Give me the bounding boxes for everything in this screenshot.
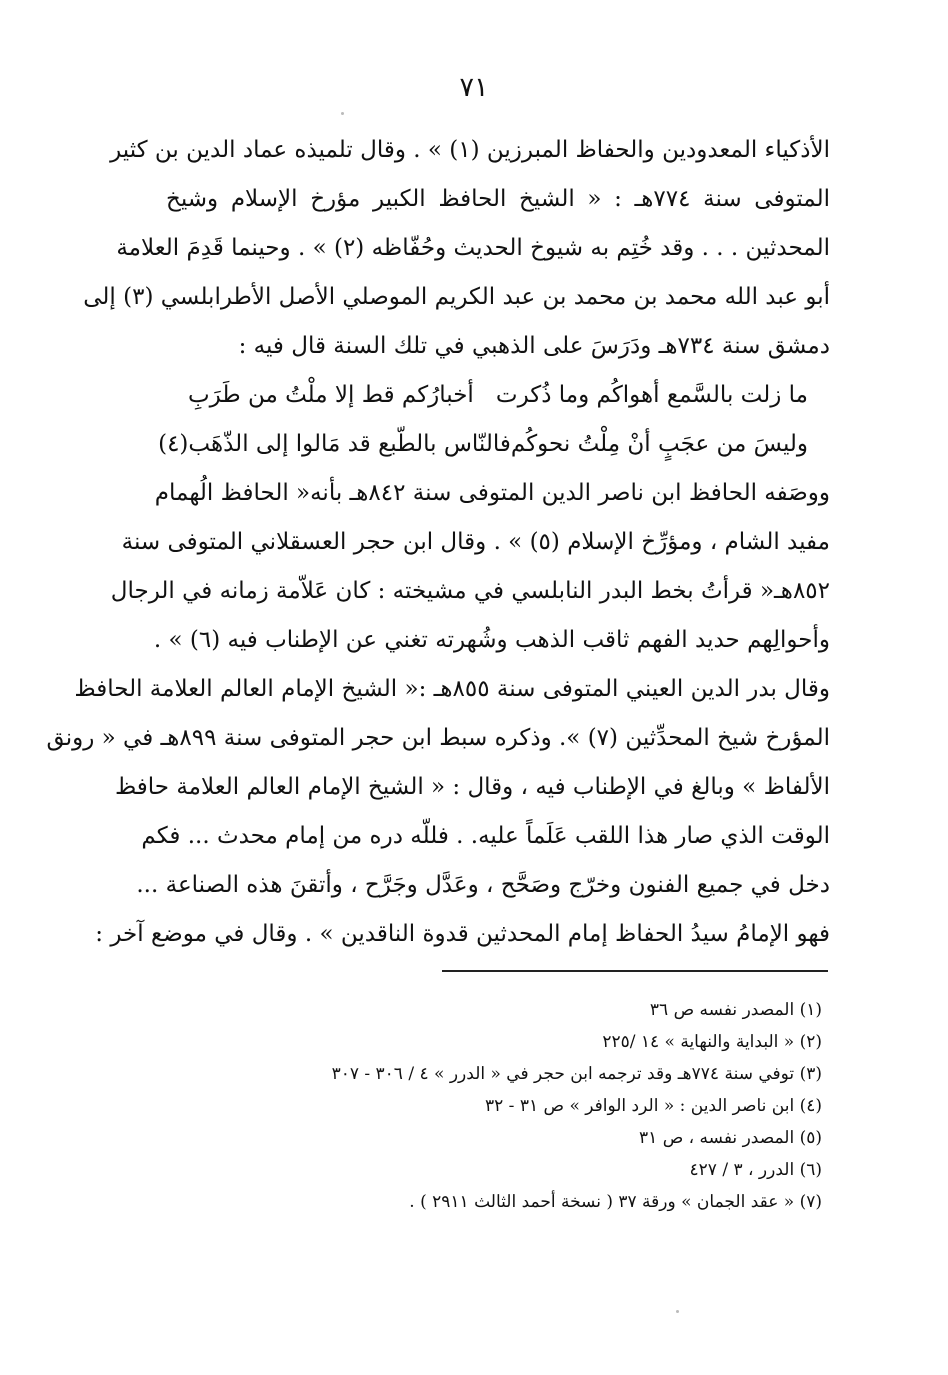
text-line: مفيد الشام ، ومؤرِّخ الإسلام (٥) » . وقال ابن حجر العسقلاني المتوفى سنة xyxy=(121,529,830,555)
footnote-item: (٣) توفي سنة ٧٧٤هـ وقد ترجمه ابن حجر في « الدرر » ٤ / ٣٠٦ - ٣٠٧ xyxy=(331,1064,822,1084)
text-line: ووصَفه الحافظ ابن ناصر الدين المتوفى سنة ٨٤٢هـ بأنه« الحافظ الُهمام xyxy=(154,480,830,506)
footnotes-list xyxy=(262,994,822,1218)
page-number: ٧١ xyxy=(459,72,489,103)
footnote-item: (٥) المصدر نفسه ، ص ٣١ xyxy=(639,1128,822,1148)
scan-speck xyxy=(341,112,344,115)
footnote-item: (٦) الدرر ، ٣ / ٤٢٧ xyxy=(689,1160,822,1180)
footnote-item: (١) المصدر نفسه ص ٣٦ xyxy=(649,1000,822,1020)
footnote-item: (٤) ابن ناصر الدين : « الرد الوافر » ص ٣١ - ٣٢ xyxy=(484,1096,822,1116)
text-line: ٨٥٢هـ« قرأتُ بخط البدر النابلسي في مشيخته : كان عَلاّمة زمانه في الرجال xyxy=(110,578,830,604)
text-line: الألفاظ » وبالغ في الإطناب فيه ، وقال : « الشيخ الإمام العالم العلامة حافظ xyxy=(114,774,830,800)
main-text xyxy=(46,126,830,959)
footnote-separator xyxy=(442,970,828,972)
scan-speck xyxy=(676,1310,679,1313)
footnote-item: (٧) « عقد الجمان » ورقة ٣٧ ( نسخة أحمد الثالث ٢٩١١ ) . xyxy=(409,1192,822,1212)
text-line: الوقت الذي صار هذا اللقب عَلَماً عليه. . فللّه دره من إمام محدث ... فكم xyxy=(141,823,830,849)
verse-first-hemistich: وليسَ من عجَبٍ أنْ مِلْتُ نحوكُم xyxy=(510,431,808,457)
text-line: المحدثين . . . وقد خُتِم به شيوخ الحديث وحُفّاظه (٢) » . وحينما قَدِمَ العلامة xyxy=(116,235,830,261)
text-line: الأذكياء المعدودين والحفاظ المبرزين (١) » . وقال تلميذه عماد الدين بن كثير xyxy=(110,137,830,163)
footnote-item: (٢) « البداية والنهاية » ١٤ /٢٢٥ xyxy=(602,1032,822,1052)
text-line: دمشق سنة ٧٣٤هـ ودَرَسَ على الذهبي في تلك السنة قال فيه : xyxy=(238,333,830,359)
verse-first-hemistich: ما زلت بالسَّمع أهواكُم وما ذُكرت xyxy=(495,382,808,408)
text-line: المؤرخ شيخ المحدِّثين (٧) ». وذكره سبط ابن حجر المتوفى سنة ٨٩٩هـ في « رونق xyxy=(46,725,830,751)
verse-second-hemistich: أخبارُكم قط إلا ملْتُ من طَرَبِ xyxy=(188,382,474,408)
verse-second-hemistich: فالنّاس بالطّبع قد مَالوا إلى الذّهَب(٤) xyxy=(158,431,511,457)
text-line: وقال بدر الدين العيني المتوفى سنة ٨٥٥هـ :« الشيخ الإمام العالم العلامة الحافظ xyxy=(74,676,830,702)
text-line: دخل في جميع الفنون وخرّج وصَحَّح ، وعَدَّل وجَرَّح ، وأتقنَ هذه الصناعة ... xyxy=(136,872,830,898)
text-line: أبو عبد الله محمد بن محمد بن عبد الكريم الموصلي الأصل الأطرابلسي (٣) إلى xyxy=(83,284,830,310)
text-line: وأحوالِهم حديد الفهم ثاقب الذهب وشُهرته تغني عن الإطناب فيه (٦) » . xyxy=(153,627,830,653)
text-line: فهو الإمامُ سيدُ الحفاظ إمام المحدثين قدوة الناقدين » . وقال في موضع آخر : xyxy=(95,921,830,947)
poem-verse xyxy=(166,371,830,420)
poem-verse xyxy=(158,420,830,469)
text-line: المتوفى سنة ٧٧٤هـ : « الشيخ الحافظ الكبير مؤرخ الإسلام وشيخ xyxy=(166,186,830,212)
